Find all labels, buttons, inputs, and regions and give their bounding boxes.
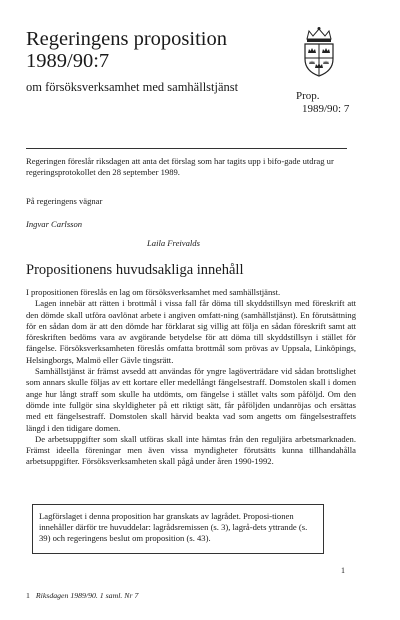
title-line-2: 1989/90:7: [26, 50, 110, 72]
swedish-coat-of-arms-icon: [298, 26, 340, 78]
proposition-label: [296, 90, 349, 116]
signer-ingvar: Ingvar Carlsson: [26, 219, 83, 229]
page-mark: 1: [341, 566, 345, 575]
paragraph: Lagen innebär att rätten i brottmål i vissa fall får döma till skyddstillsyn med föreskrift att den dömde skall utföra oavlönat arbete i angiven omfatt-ning (samhällstjänst). En förutsättning för en sådan dom är att den dömde har förklarat sig villig att följa en sådan föreskrift samt att föreskriften bedöms vara av avgörande betydelse för att döma till skyddstillsyn i stället för fängelse. Försöksverksamheten föreslås omfatta brottmål som prövas av Uppsala, Linköpings, Helsingborgs, Malmö eller Gävle tingsrätt.: [26, 298, 356, 365]
intro-text: Regeringen föreslår riksdagen att anta det förslag som har tagits upp i bifo-gade utdrag ur regeringsprotokollet den 28 september 1989.: [26, 156, 334, 178]
section-heading: Propositionens huvudsakliga innehåll: [26, 262, 244, 278]
lagrad-notice-text: Lagförslaget i denna proposition har granskats av lagrådet. Proposi-tionen innehåller därför tre huvuddelar: lagrådsremissen (s. 3), lagrå-dets yttrande (s. 39) och regeringens beslut om proposition (s. 43).: [39, 511, 308, 544]
divider: [26, 148, 347, 149]
prop-label: Prop.: [296, 90, 320, 102]
footer: [26, 591, 138, 600]
title-line-1: Regeringens proposition: [26, 28, 227, 50]
footer-text: Riksdagen 1989/90. 1 saml. Nr 7: [35, 591, 139, 600]
footer-number: 1: [26, 591, 30, 600]
paragraph: I propositionen föreslås en lag om försöksverksamhet med samhällstjänst.: [26, 287, 281, 297]
on-behalf-text: På regeringens vägnar: [26, 196, 103, 206]
document-subtitle: om försöksverksamhet med samhällstjänst: [26, 80, 239, 94]
document-title: [26, 28, 227, 72]
paragraph: Samhällstjänst är främst avsedd att användas för yngre lagöverträdare vid sådan brottslighet som annars skulle följas av ett kortare eller medellångt fängelsestraff. Domstolen skall i domen ange hur långt straff som skulle ha utdömts, om fängelse i stället valts som påföljd. Om den dömde inte fullgör sina skyldigheter på ett riktigt sätt, får påföljden undanröjas och ersättas med ett fängelsestraff. Domstolen skall härvid beakta vad som angetts om fängelsestraffets längd i den tidigare domen.: [26, 366, 356, 433]
lagrad-notice-box: [32, 504, 324, 554]
signer-laila: Laila Freivalds: [147, 238, 200, 248]
paragraph: De arbetsuppgifter som skall utföras skall inte hämtas från den reguljära arbetsmarknaden. Främst ideella föreningar men även vissa myndigheter förutsätts kunna tillhandahålla arbetsuppgifter. Försöksverksamheten skall pågå under åren 1990-1992.: [26, 433, 356, 467]
body-text: [26, 287, 356, 468]
prop-number: 1989/90: 7: [302, 103, 350, 115]
